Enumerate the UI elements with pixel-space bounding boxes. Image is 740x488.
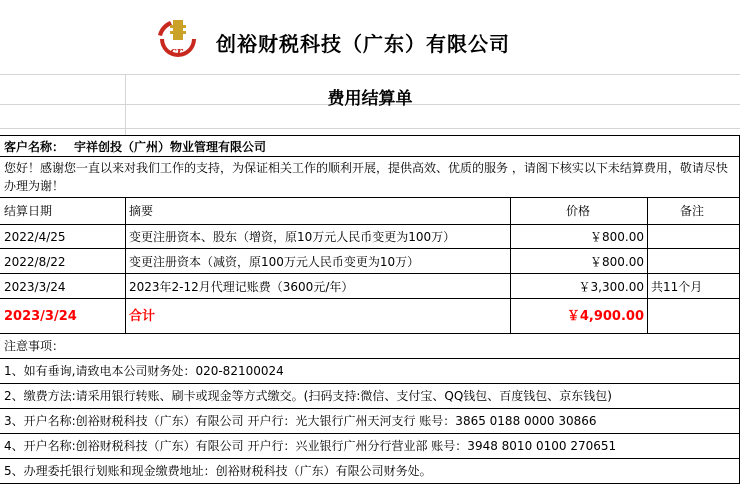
note-item: 3、开户名称:创裕财税科技（广东）有限公司 开户行：光大银行广州天河支行 账号：3865 0188 0000 30866 — [4, 414, 597, 428]
table-row-summary: 变更注册资本（减资，原100万元人民币变更为10万） — [129, 255, 420, 269]
table-row-summary: 变更注册资本、股东（增资，原10万元人民币变更为100万） — [129, 230, 456, 244]
total-amount: ￥4,900.00 — [566, 309, 644, 324]
grid-line — [0, 458, 740, 459]
grid-line — [0, 483, 740, 484]
grid-line — [0, 358, 740, 359]
grid-line — [0, 224, 740, 225]
notes-title: 注意事项： — [4, 339, 65, 353]
grid-line — [0, 408, 740, 409]
company-name: 创裕财税科技（广东）有限公司 — [216, 32, 510, 56]
note-item: 2、缴费方法:请采用银行转账、刷卡或现金等方式缴交。(扫码支持:微信、支付宝、QQ钱包、百度钱包、京东钱包) — [4, 389, 612, 403]
grid-line — [0, 273, 740, 274]
total-date: 2023/3/24 — [4, 309, 77, 324]
header-price: 价格 — [566, 204, 591, 218]
grid-line — [0, 128, 740, 129]
grid-line — [0, 298, 740, 299]
grid-line — [0, 333, 740, 334]
grid-line — [647, 197, 648, 333]
header-date: 结算日期 — [4, 204, 53, 218]
table-row-date: 2022/4/25 — [4, 230, 66, 244]
client-label: 客户名称： — [4, 140, 65, 154]
grid-line — [0, 135, 740, 136]
svg-text:cr: cr — [170, 45, 183, 58]
client-name: 宇祥创投（广州）物业管理有限公司 — [74, 140, 267, 154]
company-logo-icon — [156, 17, 200, 59]
grid-line — [0, 248, 740, 249]
grid-line — [0, 74, 740, 75]
greeting-text: 您好！感谢您一直以来对我们工作的支持，为保证相关工作的顺利开展，提供高效、优质的服务 ，请阁下核实以下未结算费用，敬请尽快办理为谢！ — [4, 161, 728, 193]
table-row-price: ￥800.00 — [590, 230, 644, 244]
document-title: 费用结算单 — [327, 89, 413, 109]
table-row-price: ￥3,300.00 — [578, 280, 644, 294]
note-item: 4、开户名称:创裕财税科技（广东）有限公司 开户行：兴业银行广州分行营业部 账号：3948 8010 0100 270651 — [4, 439, 617, 453]
table-row-summary: 2023年2-12月代理记账费（3600元/年） — [129, 280, 354, 294]
grid-line — [510, 197, 511, 333]
table-row-remark: 共11个月 — [651, 280, 703, 294]
note-item: 5、办理委托银行划账和现金缴费地址：创裕财税科技（广东）有限公司财务处。 — [4, 464, 432, 478]
header-summary: 摘要 — [129, 204, 154, 218]
note-item: 1、如有垂询,请致电本公司财务处：020-82100024 — [4, 364, 284, 378]
grid-line — [0, 197, 740, 198]
grid-line — [125, 197, 126, 333]
table-row-date: 2023/3/24 — [4, 280, 66, 294]
total-label: 合计 — [129, 309, 156, 324]
grid-line — [0, 433, 740, 434]
grid-line — [0, 156, 740, 157]
table-row-date: 2022/8/22 — [4, 255, 66, 269]
table-row-price: ￥800.00 — [590, 255, 644, 269]
header-remark: 备注 — [680, 204, 705, 218]
grid-line — [0, 383, 740, 384]
